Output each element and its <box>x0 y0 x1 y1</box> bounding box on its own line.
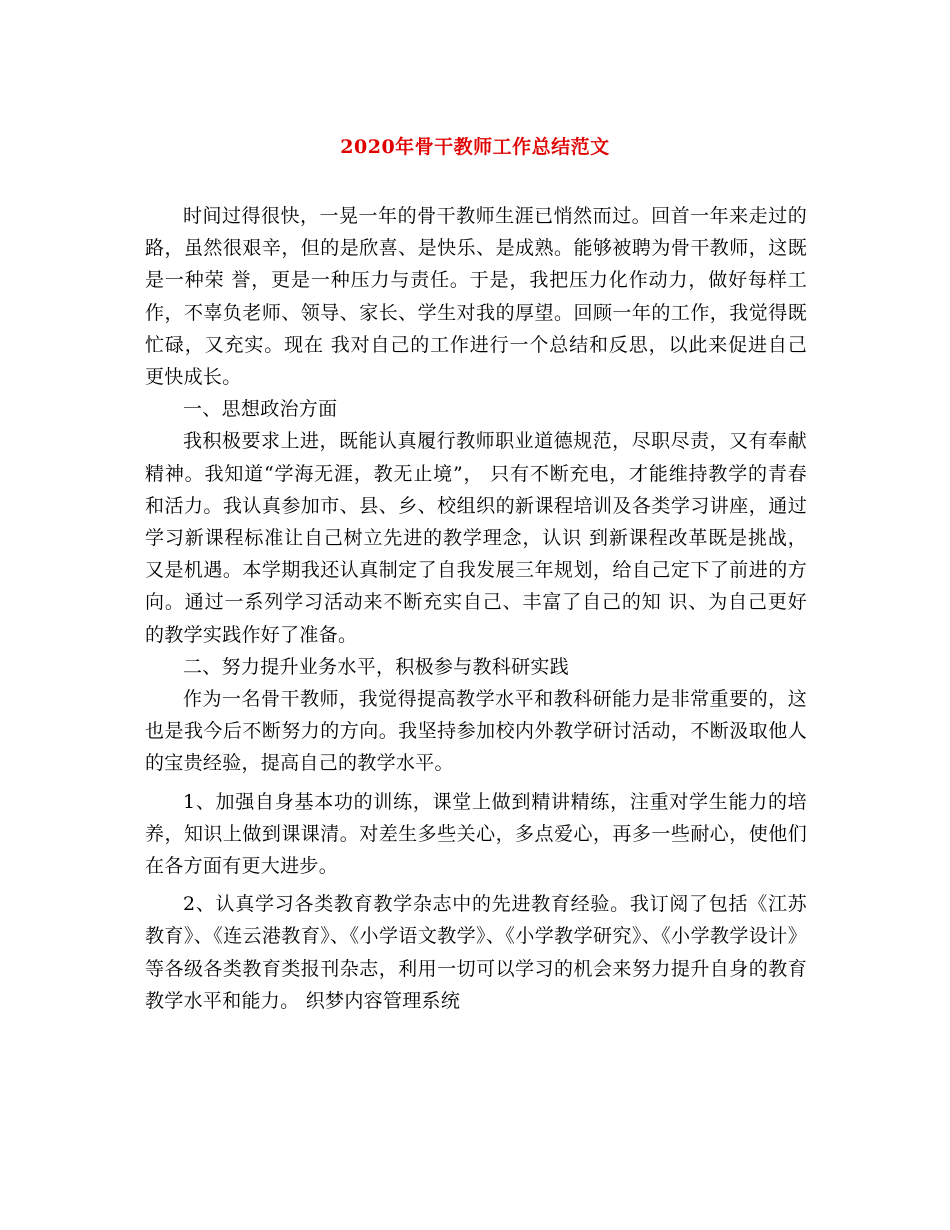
section-heading-professional: 二、努力提升业务水平，积极参与教科研实践 <box>183 655 570 678</box>
document-title: 2020年骨干教师工作总结范文 <box>340 136 610 158</box>
item-1-paragraph: 1、加强自身基本功的训练，课堂上做到精讲精练，注重对学生能力的培养，知识上做到课课清。对差生多些关心，多点爱心，再多一些耐心，使他们在各方面有更大进步。 <box>145 790 807 878</box>
ideology-paragraph: 我积极要求上进，既能认真履行教师职业道德规范，尽职尽责，又有奉献精神。我知道“学海无涯，教无止境”， 只有不断充电，才能维持教学的青春和活力。我认真参加市、县、乡、校组织的新课程培训及各类学习讲座，通过学习新课程标准让自己树立先进的教学理念，认识 到新课程改革既是挑战，又是机遇。本学期我还认真制定了自我发展三年规划，给自己定下了前进的方向。通过一系列学习活动来不断充实自己、丰富了自己的知 识、为自己更好的教学实践作好了准备。 <box>145 430 807 646</box>
intro-paragraph: 时间过得很快，一晃一年的骨干教师生涯已悄然而过。回首一年来走过的路，虽然很艰辛，但的是欣喜、是快乐、是成熟。能够被聘为骨干教师，这既是一种荣 誉，更是一种压力与责任。于是，我把压力化作动力，做好每样工作，不辜负老师、领导、家长、学生对我的厚望。回顾一年的工作，我觉得既忙碌，又充实。现在 我对自己的工作进行一个总结和反思，以此来促进自己更快成长。 <box>145 205 807 389</box>
section-heading-ideology: 一、思想政治方面 <box>183 398 338 421</box>
item-2-paragraph: 2、认真学习各类教育教学杂志中的先进教育经验。我订阅了包括《江苏教育》、《连云港教育》、《小学语文教学》、《小学教学研究》、《小学教学设计》等各级各类教育类报刊杂志，利用一切可以学习的机会来努力提升自身的教育教学水平和能力。 织梦内容管理系统 <box>145 893 807 1012</box>
document-body <box>145 200 807 1017</box>
professional-paragraph: 作为一名骨干教师，我觉得提高教学水平和教科研能力是非常重要的，这也是我今后不断努力的方向。我坚持参加校内外教学研讨活动，不断汲取他人的宝贵经验，提高自己的教学水平。 <box>145 688 807 775</box>
